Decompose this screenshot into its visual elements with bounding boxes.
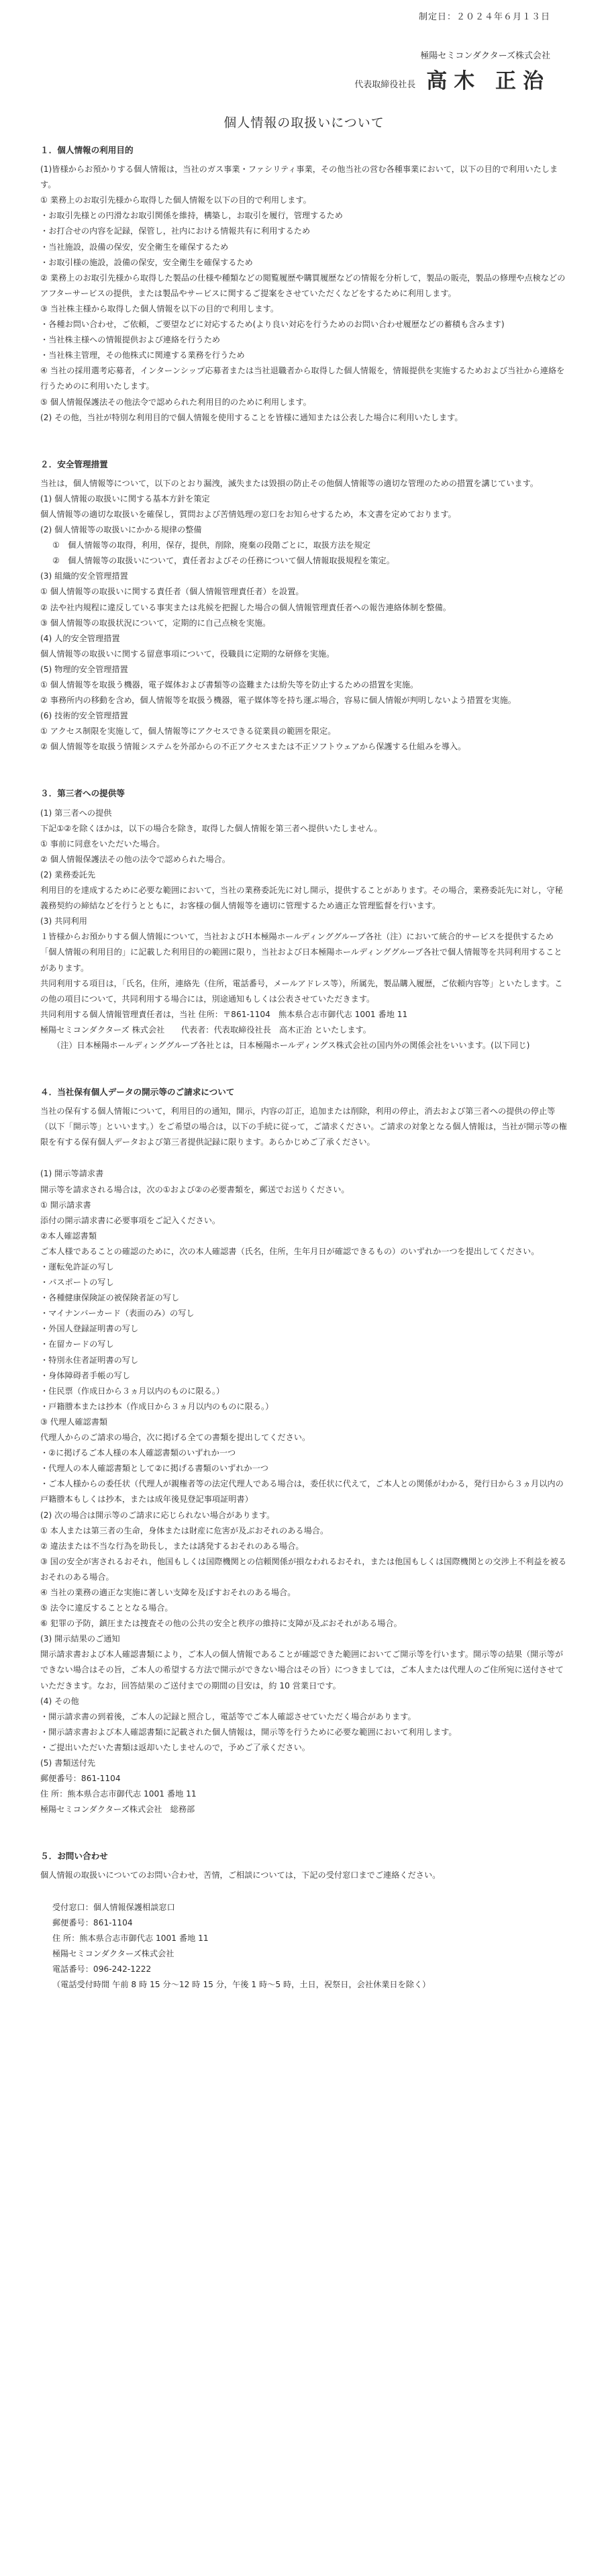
policy-line: (4) 人的安全管理措置 bbox=[40, 633, 120, 643]
policy-line: 開示等を請求される場合は，次の①および②の必要書類を，郵送でお送りください。 bbox=[40, 1184, 350, 1194]
document-title: 個人情報の取扱いについて bbox=[223, 115, 385, 130]
policy-line: （注）日本極陽ホールディンググループ各社とは，日本極陽ホールディングス株式会社の国内外の関係会社をいいます。(以下同じ) bbox=[52, 1040, 530, 1050]
policy-line: ⑥ 犯罪の予防，鎮圧または捜査その他の公共の安全と秩序の維持に支障が及ぶおそれがある場合。 bbox=[40, 1619, 402, 1629]
section-spacer bbox=[40, 755, 569, 785]
policy-line: ・お打合せの内容を記録，保管し，社内における情報共有に利用するため bbox=[40, 226, 311, 236]
policy-line: ④ 当社の業務の適正な実施に著しい支障を及ぼすおそれのある場合。 bbox=[40, 1587, 296, 1597]
policy-line: ・当社株主様への情報提供および連絡を行うため bbox=[40, 335, 221, 345]
policy-line: (6) 技術的安全管理措置 bbox=[40, 711, 128, 721]
policy-line: ② 法や社内規程に違反している事実または兆候を把握した場合の個人情報管理責任者への報告連絡体制を整備。 bbox=[40, 602, 451, 612]
policy-line: 郵便番号：861-1104 bbox=[52, 1917, 133, 1927]
policy-line: 共同利用する項目は，「氏名，住所，連絡先（住所，電話番号，メールアドレス等），所属先，製品購入履歴，ご依頼内容等」といたします。この他の項目について，共同利用する場合には，別途通知もしくは公表させていただきます。 bbox=[40, 978, 563, 1004]
policy-line: 住 所：熊本県合志市御代志 1001 番地 11 bbox=[52, 1933, 209, 1943]
policy-line: 利用目的を達成するために必要な範囲において，当社の業務委託先に対し開示，提供することがあります。その場合，業務委託先に対し，守秘義務契約の締結などを行うとともに，お客様の個人情報等を適切に管理するため適正な管理監督を行います。 bbox=[40, 886, 563, 911]
policy-line: (2) その他，当社が特別な利用目的で個人情報を使用することを皆様に通知または公表した場合に利用いたします。 bbox=[40, 412, 463, 422]
policy-line: ③ 国の安全が害されるおそれ，他国もしくは国際機関との信頼関係が損なわれるおそれ，または他国もしくは国際機関との交渉上不利益を被るおそれのある場合。 bbox=[40, 1556, 567, 1582]
policy-line: ・運転免許証の写し bbox=[40, 1262, 114, 1272]
policy-line: 個人情報の取扱いについてのお問い合わせ，苦情，ご相談については，下記の受付窓口までご連絡ください。 bbox=[40, 1870, 441, 1880]
policy-line: 郵便番号：861-1104 bbox=[40, 1774, 121, 1784]
policy-line: ① 業務上のお取引先様から取得した個人情報を以下の目的で利用します。 bbox=[40, 195, 311, 205]
policy-line: (1) 第三者への提供 bbox=[40, 808, 112, 818]
policy-line: 受付窓口：個人情報保護相談窓口 bbox=[52, 1902, 175, 1912]
section-heading: ２．安全管理措置 bbox=[40, 459, 108, 469]
section-spacer bbox=[40, 426, 569, 457]
policy-line: ・お取引様の施設，設備の保安，安全衛生を確保するため bbox=[40, 257, 253, 267]
policy-line: ・②に掲げるご本人様の本人確認書類のいずれか一つ bbox=[40, 1448, 236, 1458]
policy-line: (4) その他 bbox=[40, 1696, 79, 1706]
policy-line: （電話受付時間 午前 8 時 15 分～12 時 15 分，午後 1 時～5 時，土日，祝祭日，会社休業日を除く） bbox=[52, 1980, 431, 1990]
policy-line: ・住民票（作成日から３ヵ月以内のものに限る。） bbox=[40, 1386, 225, 1396]
representative-signature: 高木 正治 bbox=[426, 69, 550, 93]
policy-line: ・ご提出いただいた書類は返却いたしませんので，予めご了承ください。 bbox=[40, 1742, 310, 1752]
policy-line: ② 違法または不当な行為を助長し，または誘発するおそれのある場合。 bbox=[40, 1541, 304, 1551]
policy-line: ① 開示請求書 bbox=[40, 1200, 91, 1210]
policy-line: (1) 個人情報の取扱いに関する基本方針を策定 bbox=[40, 493, 210, 504]
policy-line: ・在留カードの写し bbox=[40, 1339, 114, 1349]
policy-line: ・開示請求書および本人確認書類に記載された個人情報は，開示等を行うために必要な範囲において利用します。 bbox=[40, 1727, 457, 1737]
policy-line: ③ 個人情報等の取扱状況について，定期的に自己点検を実施。 bbox=[40, 618, 271, 628]
policy-section bbox=[40, 142, 569, 426]
section-heading: ４．当社保有個人データの開示等のご請求について bbox=[40, 1087, 235, 1098]
policy-line: ・身体障碍者手帳の写し bbox=[40, 1370, 131, 1380]
policy-line: 極陽セミコンダクターズ株式会社 総務部 bbox=[40, 1805, 195, 1815]
policy-line: (2) 業務委託先 bbox=[40, 869, 96, 879]
policy-line: (1) 開示等請求書 bbox=[40, 1169, 104, 1179]
policy-line: ④ 当社の採用選考応募者，インターンシップ応募者または当社退職者から取得した個人情報を，情報提供を実施するためおよび当社から連絡を行うためのに利用いたします。 bbox=[40, 366, 565, 391]
policy-line: (2) 次の場合は開示等のご請求に応じられない場合があります。 bbox=[40, 1510, 275, 1520]
policy-line: (5) 書類送付先 bbox=[40, 1758, 96, 1768]
policy-line: ・お取引先様との円滑なお取引関係を維持，構築し，お取引を履行，管理するため bbox=[40, 211, 343, 221]
policy-line: ・特別永住者証明書の写し bbox=[40, 1355, 139, 1365]
policy-line: 個人情報等の取扱いに関する留意事項について，役職員に定期的な研修を実施。 bbox=[40, 649, 335, 659]
policy-line: ② 個人情報等を取扱う情報システムを外部からの不正アクセスまたは不正ソフトウェアから保護する仕組みを導入。 bbox=[40, 742, 466, 752]
policy-line: ③ 当社株主様から取得した個人情報を以下の目的で利用します。 bbox=[40, 303, 279, 314]
policy-body bbox=[40, 142, 569, 1993]
policy-line: ① 事前に同意をいただいた場合。 bbox=[40, 839, 165, 849]
policy-line: ② 個人情報等の取扱いについて，責任者およびその任務について個人情報取扱規程を策定。 bbox=[52, 556, 395, 566]
section-heading: ３．第三者への提供等 bbox=[40, 788, 125, 799]
policy-line: (5) 物理的安全管理措置 bbox=[40, 664, 128, 674]
policy-line: ② 業務上のお取引先様から取得した製品の仕様や種類などの閲覧履歴や購買履歴などの情報を分析して，製品の販売，製品の修理や点検などのアフターサービスの提供，または製品やサービスに関するご提案をさせていただくなどをするために利用します。 bbox=[40, 273, 566, 298]
company-name: 極陽セミコンダクターズ株式会社 bbox=[420, 51, 550, 61]
section-heading: ５．お問い合わせ bbox=[40, 1851, 108, 1862]
policy-line: ⑤ 法令に違反することとなる場合。 bbox=[40, 1603, 173, 1613]
policy-section bbox=[40, 1848, 569, 1993]
policy-line: ・戸籍謄本または抄本（作成日から３ヵ月以内のものに限る。） bbox=[40, 1401, 274, 1411]
policy-line: ・パスポートの写し bbox=[40, 1278, 114, 1288]
representative-role: 代表取締役社長 bbox=[354, 80, 416, 90]
policy-line: 住 所：熊本県合志市御代志 1001 番地 11 bbox=[40, 1789, 197, 1799]
paragraph-spacer bbox=[40, 1884, 569, 1900]
policy-line: ① 個人情報等の取扱いに関する責任者（個人情報管理責任者）を設置。 bbox=[40, 587, 304, 597]
policy-line: (2) 個人情報等の取扱いにかかる規律の整備 bbox=[40, 525, 202, 535]
policy-line: 極陽セミコンダクターズ 株式会社 代表者：代表取締役社長 高木正治 といたします。 bbox=[40, 1024, 371, 1035]
policy-line: 代理人からのご請求の場合，次に掲げる全ての書類を提出してください。 bbox=[40, 1433, 311, 1443]
policy-line: ⑤ 個人情報保護法その他法令で認められた利用目的のために利用します。 bbox=[40, 397, 311, 407]
policy-line: (3) 共同利用 bbox=[40, 916, 87, 926]
policy-line: ・外国人登録証明書の写し bbox=[40, 1324, 139, 1334]
policy-line: ・各種健康保険証の被保険者証の写し bbox=[40, 1293, 180, 1303]
policy-line: ・ご本人様からの委任状（代理人が親権者等の法定代理人である場合は，委任状に代えて，ご本人との関係がわかる，発行日から３ヵ月以内の戸籍謄本もしくは抄本，または成年後見登記事項証明書） bbox=[40, 1479, 564, 1505]
policy-line: ・当社株主管理，その他株式に関連する業務を行うため bbox=[40, 350, 245, 361]
policy-line: １皆様からお預かりする個人情報について，当社およびＨ本極陽ホールディンググループ各社（注）において統合的サービスを提供するため「個人情報の利用目的」に記載した利用目的の範囲に限り，当社および日本極陽ホールディンググループ各社で個人情報等を共同利用することがあります。 bbox=[40, 932, 562, 973]
policy-line: 極陽セミコンダクターズ株式会社 bbox=[52, 1948, 174, 1958]
policy-line: 下記①②を除くほかは，以下の場合を除き，取得した個人情報を第三者へ提供いたしません。 bbox=[40, 823, 383, 833]
enactment-date: 制定日：２０２４年６月１３日 bbox=[418, 12, 550, 22]
section-spacer bbox=[40, 1817, 569, 1848]
policy-line: ① 本人または第三者の生命，身体または財産に危害が及ぶおそれのある場合。 bbox=[40, 1525, 329, 1535]
policy-line: ③ 代理人確認書類 bbox=[40, 1417, 108, 1427]
policy-line: ・開示請求書の到着後，ご本人の記録と照合し，電話等でご本人確認させていただく場合があります。 bbox=[40, 1711, 416, 1721]
policy-line: (1)皆様からお預かりする個人情報は，当社のガス事業・ファシリティ事業，その他当社の営む各種事業において，以下の目的で利用いたします。 bbox=[40, 164, 558, 190]
policy-line: ① アクセス制限を実施して，個人情報等にアクセスできる従業員の範囲を限定。 bbox=[40, 726, 336, 736]
policy-line: ・代理人の本人確認書類として②に掲げる書類のいずれか一つ bbox=[40, 1464, 268, 1474]
policy-section bbox=[40, 457, 569, 755]
policy-line: 電話番号：096-242-1222 bbox=[52, 1964, 152, 1974]
policy-line: ① 個人情報等の取得，利用，保存，提供，削除，廃棄の段階ごとに，取扱方法を規定 bbox=[52, 540, 371, 551]
policy-line: ① 個人情報等を取扱う機器，電子媒体および書類等の盗難または紛失等を防止するための措置を実施。 bbox=[40, 680, 419, 689]
policy-line: 当社は，個人情報等について，以下のとおり漏洩，滅失または毀損の防止その他個人情報等の適切な管理のための措置を講じています。 bbox=[40, 478, 538, 488]
policy-line: ・各種お問い合わせ，ご依頼，ご要望などに対応するため(より良い対応を行うためのお問い合わせ履歴などの蓄積も含みます) bbox=[40, 320, 505, 330]
section-spacer bbox=[40, 1053, 569, 1084]
policy-line: (3) 組織的安全管理措置 bbox=[40, 571, 128, 581]
policy-section bbox=[40, 1084, 569, 1817]
policy-line: 個人情報等の適切な取扱いを確保し，質問および苦情処理の窓口をお知らせするため，本文書を定めております。 bbox=[40, 509, 456, 519]
paragraph-spacer bbox=[40, 1150, 569, 1166]
section-heading: １．個人情報の利用目的 bbox=[40, 145, 134, 155]
policy-line: (3) 開示結果のご通知 bbox=[40, 1634, 120, 1644]
policy-line: ②本人確認書類 bbox=[40, 1231, 97, 1241]
policy-line: 当社の保有する個人情報について，利用目的の通知，開示，内容の訂正，追加または削除，利用の停止，消去および第三者への提供の停止等（以下「開示等」といいます。）をご希望の場合は，以下の手続に従って，ご請求ください。ご請求の対象となる個人情報は，当社が開示等の権限を有する保有個人データおよび第三者提供記録に限ります。あらかじめご了承ください。 bbox=[40, 1106, 567, 1147]
policy-section bbox=[40, 785, 569, 1053]
representative bbox=[354, 70, 550, 93]
policy-line: 添付の開示請求書に必要事項をご記入ください。 bbox=[40, 1215, 221, 1225]
policy-line: ・マイナンバーカード（表面のみ）の写し bbox=[40, 1308, 195, 1319]
policy-line: 共同利用する個人情報管理責任者は，当社 住所：〒861-1104 熊本県合志市御代志 1001 番地 11 bbox=[40, 1009, 408, 1019]
policy-line: ② 個人情報保護法その他の法令で認められた場合。 bbox=[40, 854, 230, 864]
policy-line: ・当社施設，設備の保安，安全衛生を確保するため bbox=[40, 242, 229, 252]
policy-line: ② 事務所内の移動を含め，個人情報等を取扱う機器，電子媒体等を持ち運ぶ場合，容易に個人情報が判明しないよう措置を実施。 bbox=[40, 696, 516, 706]
policy-line: ご本人様であることの確認のために，次の本人確認書（氏名，住所，生年月日が確認できるもの）のいずれか一つを提出してください。 bbox=[40, 1246, 540, 1256]
policy-line: 開示請求書および本人確認書類により，ご本人の個人情報であることが確認できた範囲においてご開示等を行います。開示等の結果（開示等ができない場合はその旨，ご本人の希望する方法で開示ができない場合はその旨）につきましては，ご本人または代理人のご住所宛に送付させていただきます。なお，回答結果のご送付までの期間の目安は，約 10 営業日です。 bbox=[40, 1650, 564, 1690]
